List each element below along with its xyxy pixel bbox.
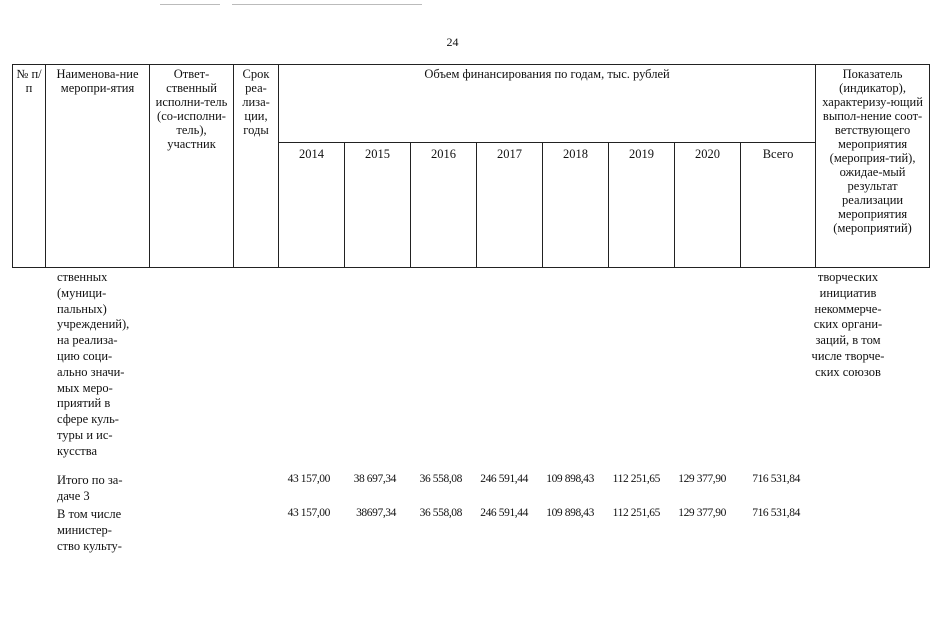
value-2016: 36 558,08: [419, 507, 462, 519]
header-num: № п/п: [13, 65, 46, 268]
value-2014: 43 157,00: [287, 507, 330, 519]
value-2016: 36 558,08: [419, 473, 462, 485]
header-year: 2018: [543, 143, 609, 268]
scan-artifact-line: [232, 4, 422, 5]
page-number: 24: [446, 35, 459, 49]
continued-indicator: творческих инициатив некоммерче- ских органи- заций, в том числе творче- ских союзов: [811, 270, 885, 379]
value-2020: 129 377,90: [678, 473, 726, 485]
row-total-task3-values: [268, 473, 808, 489]
value-2017: 246 591,44: [480, 507, 528, 519]
continued-measure-name: ственных (муници- пальных) учреждений), на реализа- цию соци- ально значи- мых меро- приятий в сфере куль- туры и ис- кусства: [57, 270, 130, 458]
header-year: 2014: [279, 143, 345, 268]
row-ministry-values: [268, 507, 808, 523]
header-year: 2017: [477, 143, 543, 268]
header-year: 2020: [675, 143, 741, 268]
header-name: Наименова-ние меропри-ятия: [46, 65, 150, 268]
header-indicator: Показатель (индикатор), характеризу-ющий выпол-нение соот-ветствующего мероприятия (мероприя-тий), ожидае-мый результат реализации мероприятия (мероприятий): [816, 65, 930, 268]
value-2014: 43 157,00: [287, 473, 330, 485]
value-2020: 129 377,90: [678, 507, 726, 519]
row-total-task3-name: Итого по за- даче 3: [57, 473, 123, 503]
value-2017: 246 591,44: [480, 473, 528, 485]
header-responsible: Ответ-ственный исполни-тель (со-исполни-тель), участник: [150, 65, 234, 268]
value-2015: 38697,34: [356, 507, 396, 519]
header-term: Срок реа-лиза-ции, годы: [234, 65, 279, 268]
value-2019: 112 251,65: [612, 473, 660, 485]
header-financing: Объем финансирования по годам, тыс. рублей: [279, 65, 816, 143]
value-total: 716 531,84: [752, 473, 800, 485]
header-year: 2019: [609, 143, 675, 268]
value-2015: 38 697,34: [353, 473, 396, 485]
value-total: 716 531,84: [752, 507, 800, 519]
value-2018: 109 898,43: [546, 473, 594, 485]
header-total: Всего: [741, 143, 816, 268]
value-2019: 112 251,65: [612, 507, 660, 519]
row-ministry-name: В том числе министер- ство культу-: [57, 507, 122, 553]
scan-artifact-line: [160, 4, 220, 5]
header-year: 2015: [345, 143, 411, 268]
value-2018: 109 898,43: [546, 507, 594, 519]
header-year: 2016: [411, 143, 477, 268]
financing-table-header: [12, 64, 930, 268]
